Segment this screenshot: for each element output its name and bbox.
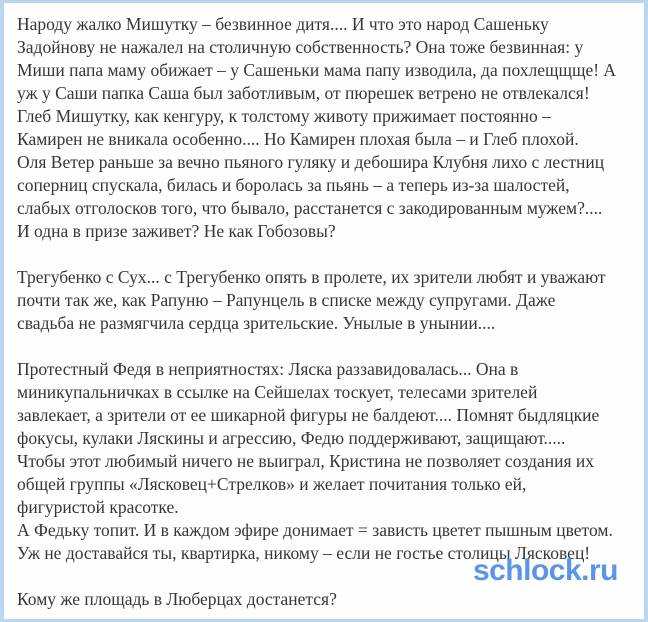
text-line: соперниц спускала, билась и боролась за пьянь – а теперь из-за шалостей, bbox=[17, 175, 570, 195]
article-body bbox=[4, 3, 644, 611]
text-line: Задойнову не нажалел на столичную собственность? Она тоже безвинная: у bbox=[17, 37, 584, 57]
text-line: Камирен не вникала особенно.... Но Камирен плохая была – и Глеб плохой. bbox=[17, 129, 579, 149]
text-line: фокусы, кулаки Ляскины и агрессию, Федю поддерживают, защищают..... bbox=[17, 428, 566, 448]
text-line: Чтобы этот любимый ничего не выиграл, Кристина не позволяет создания их bbox=[17, 451, 594, 471]
text-line: завлекает, а зрители от ее шикарной фигуры не балдеют.... Помнят быдляцкие bbox=[17, 405, 600, 425]
text-line: общей группы «Лясковец+Стрелков» и желает почитания только ей, bbox=[17, 474, 527, 494]
text-line: почти так же, как Рапуню – Рапунцель в списке между супругами. Даже bbox=[17, 290, 556, 310]
watermark-schlock-ru: schlock.ru bbox=[472, 554, 618, 587]
text-line: Миши папа маму обижает – у Сашеньки мама папу изводила, да похлещщще! А bbox=[17, 60, 617, 80]
text-line: Глеб Мишутку, как кенгуру, к толстому животу прижимает постоянно – bbox=[17, 106, 551, 126]
text-line: слабых отголосков того, что бывало, расстанется с закодированным мужем?.... bbox=[17, 198, 603, 218]
text-line: А Федьку топит. И в каждом эфире донимает = зависть цветет пышным цветом. bbox=[17, 520, 613, 540]
paragraph bbox=[17, 358, 638, 565]
text-line: Оля Ветер раньше за вечно пьяного гуляку и дебошира Клубня лихо с лестниц bbox=[17, 152, 605, 172]
text-line: Народу жалко Мишутку – безвинное дитя.... И что это народ Сашеньку bbox=[17, 14, 549, 34]
text-line: уж у Саши папка Саша был заботливым, от пюрешек ветрено не отвлекался! bbox=[17, 83, 590, 103]
text-line: Трегубенко с Сух... с Трегубенко опять в пролете, их зрители любят и уважают bbox=[17, 267, 606, 287]
text-line: фигуристой красотке. bbox=[17, 497, 179, 517]
text-line: Кому же площадь в Люберцах достанется? bbox=[17, 589, 337, 609]
paragraph bbox=[17, 266, 638, 335]
text-line: миникупальничках в ссылке на Сейшелах тоскует, телесами зрителей bbox=[17, 382, 538, 402]
text-line: Протестный Федя в неприятностях: Ляска раззавидовалась... Она в bbox=[17, 359, 519, 379]
text-line: свадьба не размягчила сердца зрительские. Унылые в унынии.... bbox=[17, 313, 496, 333]
paragraph bbox=[17, 588, 638, 611]
text-line: И одна в призе заживет? Не как Гобозовы? bbox=[17, 221, 336, 241]
paragraph bbox=[17, 13, 638, 243]
text-line: Уж не доставайся ты, квартирка, никому – если не гостье столицы Лясковец! bbox=[17, 543, 591, 563]
